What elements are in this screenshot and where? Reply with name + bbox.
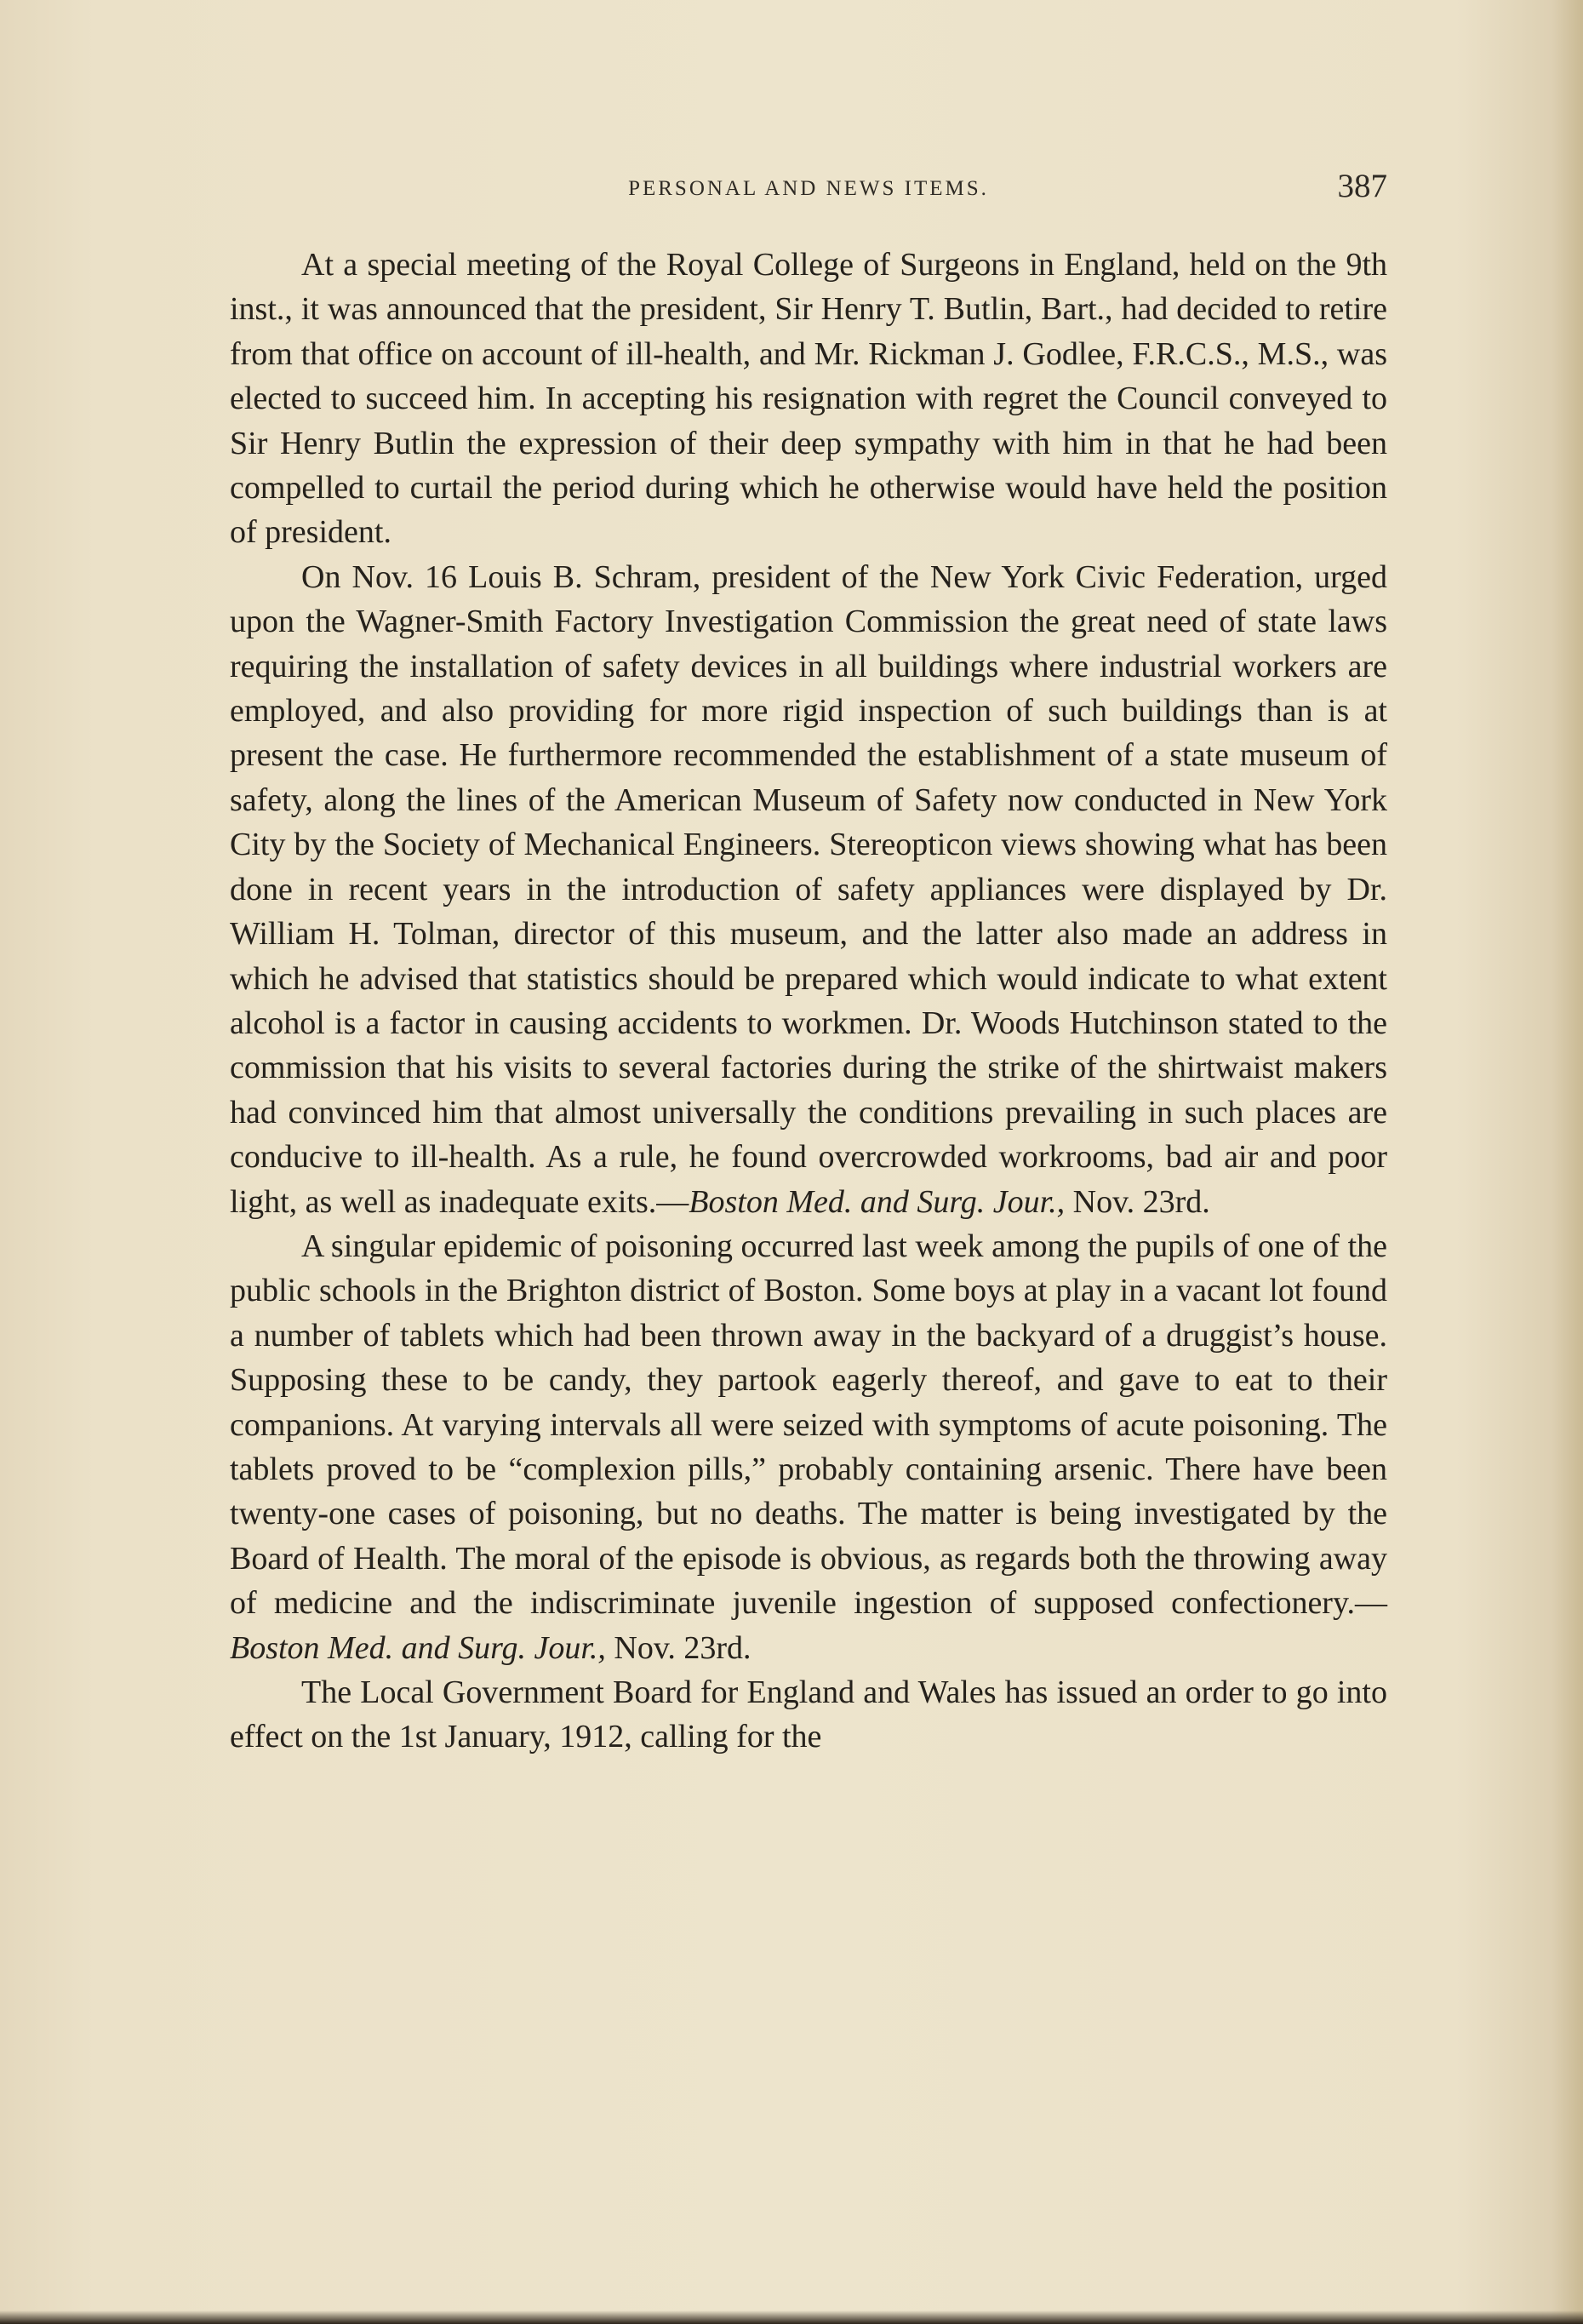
paragraph-text: On Nov. 16 Louis B. Schram, president of the New York Civic Federation, urged upon the Wagner-Smith Factory Investigation Commission the great need of state laws requiring the installation of safety devices in all buildings where industrial workers are employed, and also providing for more rigid inspection of such buildings than is at present the case. He furthermore recommended the establishment of a state museum of safety, along the lines of the American Museum of Safety now conducted in New York City by the Society of Mechanical Engineers. Stereopticon views showing what has been done in recent years in the introduction of safety appliances were displayed by Dr. William H. Tolman, director of this museum, and the latter also made an address in which he advised that statistics should be prepared which would indicate to what extent alcohol is a factor in causing accidents to workmen. Dr. Woods Hutchinson stated to the commission that his visits to several factories during the strike of the shirtwaist makers had convinced him that almost universally the conditions prevailing in such places are conducive to ill-health. As a rule, he found overcrowded workrooms, bad air and poor light, as well as inadequate exits.— bbox=[230, 558, 1387, 1220]
paragraph-local-government-board bbox=[230, 1670, 1387, 1760]
running-title: PERSONAL AND NEWS ITEMS. bbox=[628, 177, 989, 200]
citation-date: Nov. 23rd. bbox=[1065, 1183, 1210, 1220]
paragraph-safety-commission bbox=[230, 555, 1387, 1224]
paragraph-text: The Local Government Board for England and Wales has issued an order to go into effect on the 1st January, 1912, calling for the bbox=[230, 1674, 1387, 1755]
citation-date: Nov. 23rd. bbox=[605, 1629, 751, 1666]
page-number: 387 bbox=[1337, 168, 1387, 204]
citation: Boston Med. and Surg. Jour., bbox=[689, 1183, 1066, 1220]
paragraph-text: At a special meeting of the Royal College of Surgeons in England, held on the 9th inst., it was announced that the president, Sir Henry T. Butlin, Bart., had decided to retire from that office on account of ill-health, and Mr. Rickman J. Godlee, F.R.C.S., M.S., was elected to succeed him. In accepting his resignation with regret the Council conveyed to Sir Henry Butlin the expression of their deep sympathy with him in that he had been compelled to curtail the period during which he otherwise would have held the position of president. bbox=[230, 247, 1387, 551]
citation: Boston Med. and Surg. Jour., bbox=[230, 1629, 606, 1666]
body-text bbox=[230, 243, 1387, 1760]
page-bottom-shadow bbox=[0, 2310, 1583, 2324]
running-head bbox=[230, 167, 1387, 208]
paragraph-text: A singular epidemic of poisoning occurred last week among the pupils of one of the public schools in the Brighton district of Boston. Some boys at play in a vacant lot found a number of tablets which had been thrown away in the backyard of a druggist’s house. Supposing these to be candy, they partook eagerly thereof, and gave to eat to their companions. At varying intervals all were seized with symptoms of acute poisoning. The tablets proved to be “complexion pills,” probably containing arsenic. There have been twenty-one cases of poisoning, but no deaths. The matter is being investigated by the Board of Health. The moral of the episode is obvious, as regards both the throwing away of medicine and the indiscriminate juvenile ingestion of supposed confectionery.— bbox=[230, 1228, 1387, 1622]
paragraph-royal-college bbox=[230, 243, 1387, 555]
paragraph-poisoning-epidemic bbox=[230, 1224, 1387, 1670]
